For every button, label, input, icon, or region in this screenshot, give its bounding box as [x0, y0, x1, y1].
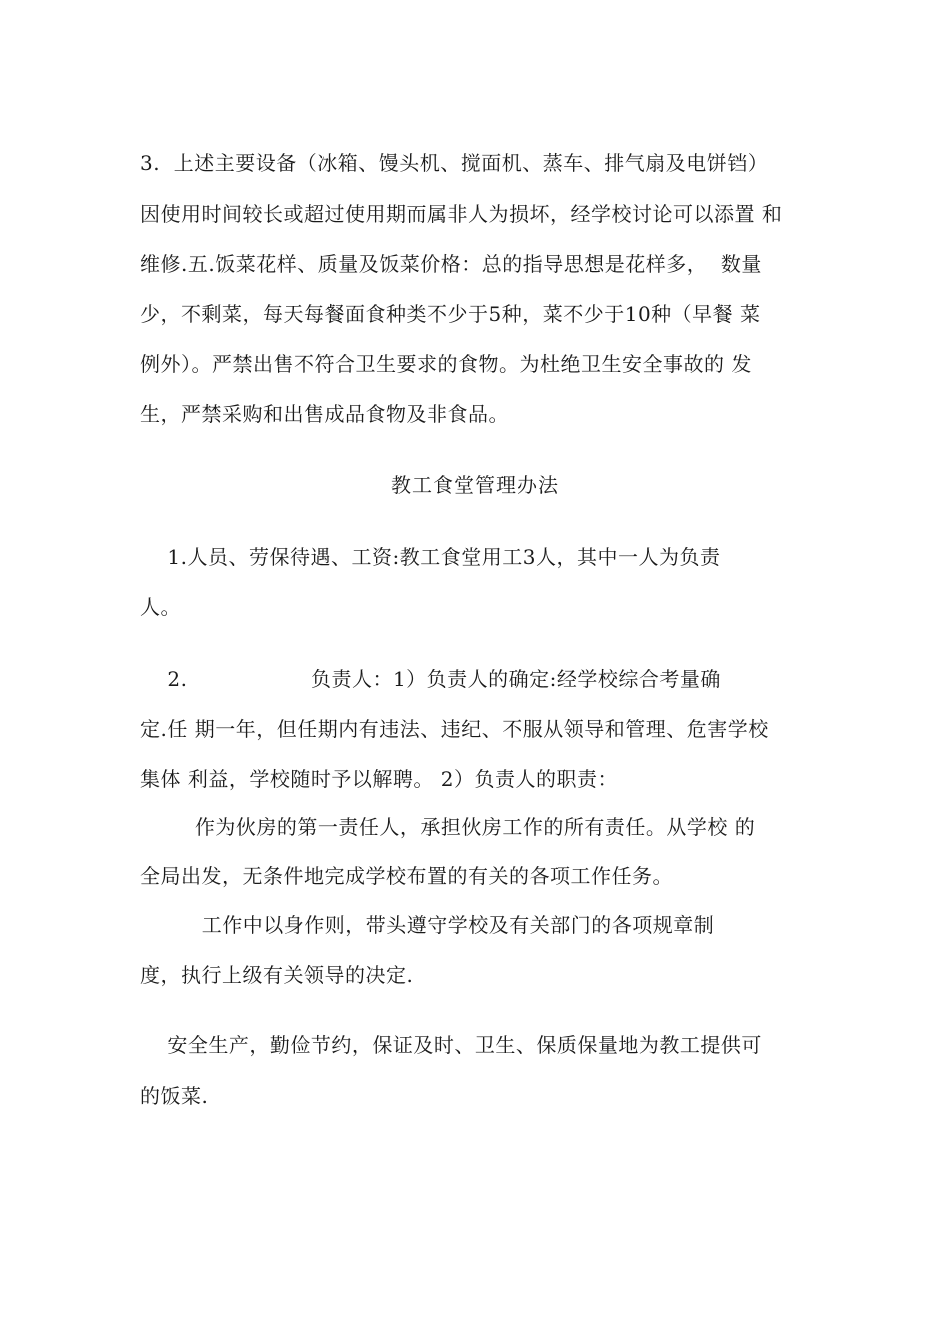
- duty-line: 安全生产，勤俭节约，保证及时、卫生、保质保量地为教工提供可: [140, 1033, 762, 1057]
- paragraph-line: 3. 上述主要设备（冰箱、馒头机、搅面机、蒸车、排气扇及电饼铛）: [140, 151, 769, 175]
- duty-line: 作为伙房的第一责任人，承担伙房工作的所有责任。从学校 的: [140, 815, 756, 839]
- paragraph-line: 少，不剩菜，每天每餐面食种类不少于5种，菜不少于10种（早餐 菜: [140, 302, 761, 326]
- item2-line: 2. 负责人：1）负责人的确定:经学校综合考量确: [140, 667, 721, 691]
- duty-line: 度，执行上级有关领导的决定.: [140, 963, 414, 987]
- item1-line: 人。: [140, 595, 181, 619]
- duty-line: 工作中以身作则，带头遵守学校及有关部门的各项规章制: [140, 913, 715, 937]
- paragraph-line: 维修.五.饭菜花样、质量及饭菜价格：总的指导思想是花样多， 数量: [140, 252, 762, 276]
- paragraph-line: 生，严禁采购和出售成品食物及非食品。: [140, 402, 509, 426]
- duty-line: 的饭菜.: [140, 1084, 209, 1108]
- paragraph-line: 因使用时间较长或超过使用期而属非人为损坏，经学校讨论可以添置 和: [140, 202, 783, 226]
- section-title: 教工食堂管理办法: [391, 473, 559, 497]
- paragraph-line: 例外）。严禁出售不符合卫生要求的食物。为杜绝卫生安全事故的 发: [140, 352, 752, 376]
- item2-line: 集体 利益，学校随时予以解聘。 2）负责人的职责：: [140, 767, 618, 791]
- duty-line: 全局出发，无条件地完成学校布置的有关的各项工作任务。: [140, 864, 673, 888]
- item1-line: 1.人员、劳保待遇、工资:教工食堂用工3人，其中一人为负责: [140, 545, 721, 569]
- item2-line: 定.任 期一年，但任期内有违法、违纪、不服从领导和管理、危害学校: [140, 717, 769, 741]
